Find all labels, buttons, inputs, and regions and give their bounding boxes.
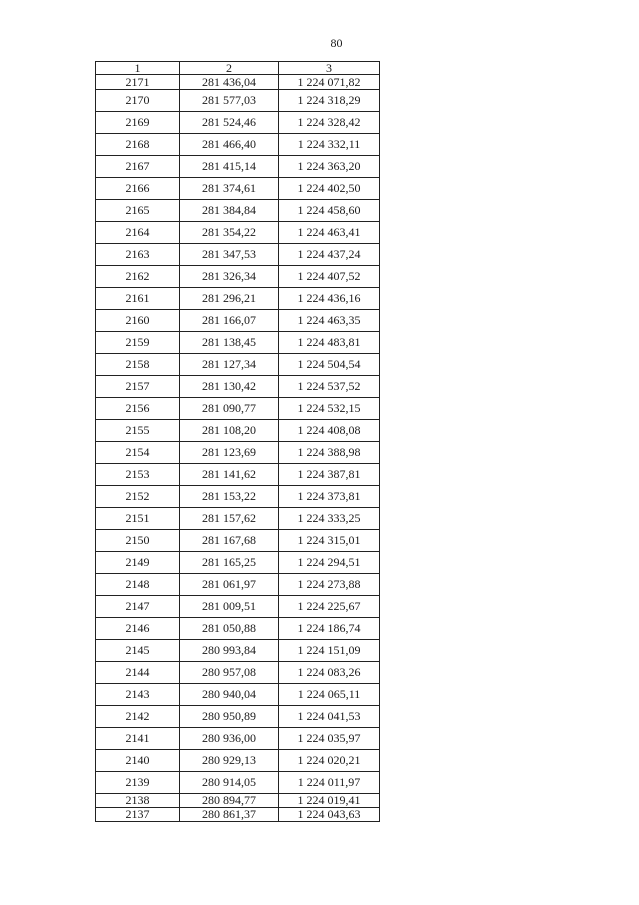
y-coordinate-cell: 1 224 318,29: [279, 90, 380, 112]
table-row: [96, 728, 380, 750]
table-row: [96, 288, 380, 310]
y-coordinate-cell: 1 224 020,21: [279, 750, 380, 772]
y-coordinate-cell: 1 224 363,20: [279, 156, 380, 178]
table-row: [96, 354, 380, 376]
y-coordinate-cell: 1 224 294,51: [279, 552, 380, 574]
y-coordinate-cell: 1 224 043,63: [279, 808, 380, 822]
table-row: [96, 508, 380, 530]
point-number-cell: 2163: [96, 244, 180, 266]
y-coordinate-cell: 1 224 315,01: [279, 530, 380, 552]
x-coordinate-cell: 281 153,22: [180, 486, 279, 508]
point-number-cell: 2168: [96, 134, 180, 156]
y-coordinate-cell: 1 224 333,25: [279, 508, 380, 530]
x-coordinate-cell: 280 861,37: [180, 808, 279, 822]
table-row: [96, 618, 380, 640]
point-number-cell: 2153: [96, 464, 180, 486]
table-row: [96, 266, 380, 288]
table-row: [96, 772, 380, 794]
y-coordinate-cell: 1 224 402,50: [279, 178, 380, 200]
x-coordinate-cell: 281 166,07: [180, 310, 279, 332]
x-coordinate-cell: 281 436,04: [180, 75, 279, 90]
x-coordinate-cell: 281 157,62: [180, 508, 279, 530]
table-row: [96, 134, 380, 156]
table-row: [96, 574, 380, 596]
y-coordinate-cell: 1 224 408,08: [279, 420, 380, 442]
y-coordinate-cell: 1 224 332,11: [279, 134, 380, 156]
table-row: [96, 552, 380, 574]
table-row: [96, 398, 380, 420]
point-number-cell: 2165: [96, 200, 180, 222]
point-number-cell: 2147: [96, 596, 180, 618]
x-coordinate-cell: 281 167,68: [180, 530, 279, 552]
column-header-3: 3: [279, 62, 380, 75]
table-row: [96, 222, 380, 244]
table-row: [96, 376, 380, 398]
table-header-row: [96, 62, 380, 75]
point-number-cell: 2162: [96, 266, 180, 288]
table-row: [96, 706, 380, 728]
point-number-cell: 2160: [96, 310, 180, 332]
table-row: [96, 486, 380, 508]
point-number-cell: 2142: [96, 706, 180, 728]
point-number-cell: 2169: [96, 112, 180, 134]
y-coordinate-cell: 1 224 388,98: [279, 442, 380, 464]
table-row: [96, 442, 380, 464]
x-coordinate-cell: 281 296,21: [180, 288, 279, 310]
y-coordinate-cell: 1 224 483,81: [279, 332, 380, 354]
y-coordinate-cell: 1 224 504,54: [279, 354, 380, 376]
x-coordinate-cell: 281 130,42: [180, 376, 279, 398]
table-row: [96, 90, 380, 112]
x-coordinate-cell: 280 957,08: [180, 662, 279, 684]
table-row: [96, 640, 380, 662]
y-coordinate-cell: 1 224 011,97: [279, 772, 380, 794]
x-coordinate-cell: 281 061,97: [180, 574, 279, 596]
point-number-cell: 2146: [96, 618, 180, 640]
point-number-cell: 2166: [96, 178, 180, 200]
x-coordinate-cell: 281 108,20: [180, 420, 279, 442]
y-coordinate-cell: 1 224 225,67: [279, 596, 380, 618]
table-row: [96, 596, 380, 618]
y-coordinate-cell: 1 224 458,60: [279, 200, 380, 222]
column-header-1: 1: [96, 62, 180, 75]
table-row: [96, 310, 380, 332]
table-row: [96, 808, 380, 822]
y-coordinate-cell: 1 224 071,82: [279, 75, 380, 90]
point-number-cell: 2141: [96, 728, 180, 750]
x-coordinate-cell: 281 326,34: [180, 266, 279, 288]
x-coordinate-cell: 281 374,61: [180, 178, 279, 200]
x-coordinate-cell: 281 090,77: [180, 398, 279, 420]
table-row: [96, 420, 380, 442]
x-coordinate-cell: 281 384,84: [180, 200, 279, 222]
point-number-cell: 2158: [96, 354, 180, 376]
point-number-cell: 2157: [96, 376, 180, 398]
x-coordinate-cell: 281 466,40: [180, 134, 279, 156]
table-row: [96, 662, 380, 684]
y-coordinate-cell: 1 224 407,52: [279, 266, 380, 288]
point-number-cell: 2151: [96, 508, 180, 530]
y-coordinate-cell: 1 224 083,26: [279, 662, 380, 684]
table-row: [96, 530, 380, 552]
x-coordinate-cell: 280 914,05: [180, 772, 279, 794]
y-coordinate-cell: 1 224 436,16: [279, 288, 380, 310]
point-number-cell: 2154: [96, 442, 180, 464]
x-coordinate-cell: 281 050,88: [180, 618, 279, 640]
x-coordinate-cell: 280 929,13: [180, 750, 279, 772]
point-number-cell: 2152: [96, 486, 180, 508]
table-row: [96, 112, 380, 134]
x-coordinate-cell: 280 894,77: [180, 794, 279, 808]
point-number-cell: 2150: [96, 530, 180, 552]
point-number-cell: 2148: [96, 574, 180, 596]
x-coordinate-cell: 280 993,84: [180, 640, 279, 662]
x-coordinate-cell: 281 138,45: [180, 332, 279, 354]
y-coordinate-cell: 1 224 328,42: [279, 112, 380, 134]
point-number-cell: 2159: [96, 332, 180, 354]
point-number-cell: 2139: [96, 772, 180, 794]
x-coordinate-cell: 281 415,14: [180, 156, 279, 178]
column-header-2: 2: [180, 62, 279, 75]
table-row: [96, 156, 380, 178]
x-coordinate-cell: 280 940,04: [180, 684, 279, 706]
point-number-cell: 2138: [96, 794, 180, 808]
y-coordinate-cell: 1 224 373,81: [279, 486, 380, 508]
x-coordinate-cell: 280 936,00: [180, 728, 279, 750]
x-coordinate-cell: 281 354,22: [180, 222, 279, 244]
y-coordinate-cell: 1 224 151,09: [279, 640, 380, 662]
x-coordinate-cell: 281 141,62: [180, 464, 279, 486]
table-row: [96, 684, 380, 706]
y-coordinate-cell: 1 224 065,11: [279, 684, 380, 706]
table-row: [96, 794, 380, 808]
x-coordinate-cell: 281 123,69: [180, 442, 279, 464]
point-number-cell: 2167: [96, 156, 180, 178]
y-coordinate-cell: 1 224 463,41: [279, 222, 380, 244]
y-coordinate-cell: 1 224 273,88: [279, 574, 380, 596]
point-number-cell: 2155: [96, 420, 180, 442]
x-coordinate-cell: 281 524,46: [180, 112, 279, 134]
y-coordinate-cell: 1 224 035,97: [279, 728, 380, 750]
y-coordinate-cell: 1 224 437,24: [279, 244, 380, 266]
point-number-cell: 2161: [96, 288, 180, 310]
point-number-cell: 2145: [96, 640, 180, 662]
point-number-cell: 2171: [96, 75, 180, 90]
y-coordinate-cell: 1 224 019,41: [279, 794, 380, 808]
point-number-cell: 2164: [96, 222, 180, 244]
table-row: [96, 332, 380, 354]
table-row: [96, 464, 380, 486]
y-coordinate-cell: 1 224 532,15: [279, 398, 380, 420]
table-row: [96, 75, 380, 90]
y-coordinate-cell: 1 224 387,81: [279, 464, 380, 486]
point-number-cell: 2140: [96, 750, 180, 772]
coordinates-table: [95, 61, 380, 822]
point-number-cell: 2149: [96, 552, 180, 574]
point-number-cell: 2170: [96, 90, 180, 112]
x-coordinate-cell: 281 577,03: [180, 90, 279, 112]
table-row: [96, 178, 380, 200]
table-row: [96, 244, 380, 266]
point-number-cell: 2143: [96, 684, 180, 706]
point-number-cell: 2156: [96, 398, 180, 420]
table-body: [96, 75, 380, 822]
point-number-cell: 2137: [96, 808, 180, 822]
x-coordinate-cell: 281 009,51: [180, 596, 279, 618]
table-row: [96, 750, 380, 772]
point-number-cell: 2144: [96, 662, 180, 684]
x-coordinate-cell: 281 165,25: [180, 552, 279, 574]
y-coordinate-cell: 1 224 463,35: [279, 310, 380, 332]
x-coordinate-cell: 280 950,89: [180, 706, 279, 728]
y-coordinate-cell: 1 224 041,53: [279, 706, 380, 728]
table-row: [96, 200, 380, 222]
x-coordinate-cell: 281 127,34: [180, 354, 279, 376]
y-coordinate-cell: 1 224 186,74: [279, 618, 380, 640]
page-number: 80: [330, 36, 343, 50]
y-coordinate-cell: 1 224 537,52: [279, 376, 380, 398]
x-coordinate-cell: 281 347,53: [180, 244, 279, 266]
